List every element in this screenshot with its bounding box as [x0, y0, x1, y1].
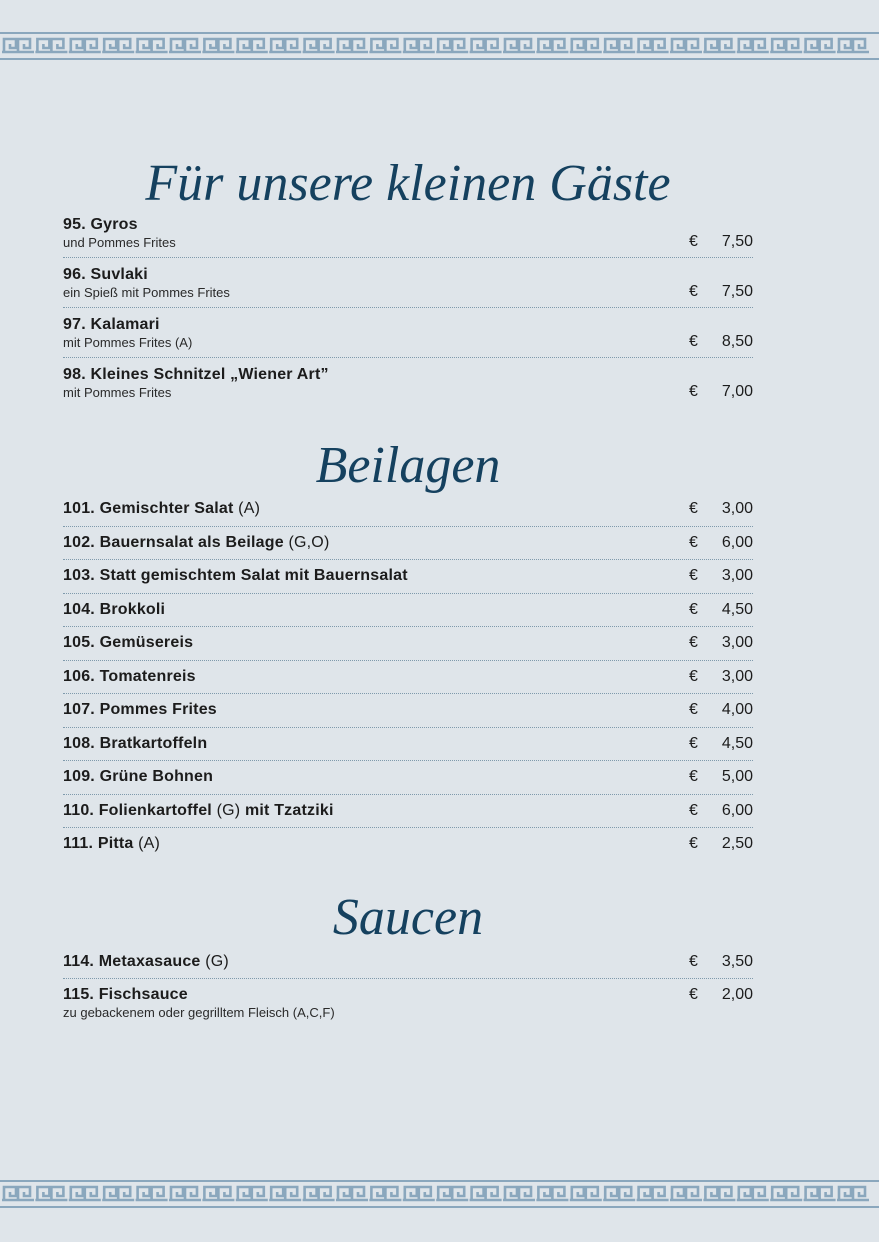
item-description: mit Pommes Frites — [63, 385, 172, 400]
currency-symbol: € — [689, 701, 698, 718]
dotted-divider — [63, 794, 753, 795]
menu-item — [63, 316, 753, 351]
menu-item — [63, 768, 753, 786]
menu-item — [63, 216, 753, 251]
price-value: 7,50 — [721, 233, 753, 250]
menu-item — [63, 634, 753, 652]
item-description: ein Spieß mit Pommes Frites — [63, 285, 230, 300]
dotted-divider — [63, 827, 753, 828]
item-price — [689, 500, 753, 518]
currency-symbol: € — [689, 534, 698, 551]
item-name: 110. Folienkartoffel — [63, 802, 212, 819]
price-value: 3,00 — [721, 500, 753, 517]
dotted-divider — [63, 978, 753, 979]
item-name: 109. Grüne Bohnen — [63, 768, 214, 785]
menu-item — [63, 567, 753, 585]
item-name: 97. Kalamari — [63, 316, 160, 333]
item-price — [689, 333, 753, 351]
dotted-divider — [63, 307, 753, 308]
dotted-divider — [63, 526, 753, 527]
currency-symbol: € — [689, 500, 698, 517]
price-value: 3,50 — [721, 953, 753, 970]
price-value: 8,50 — [721, 333, 753, 350]
item-description: und Pommes Frites — [63, 235, 176, 250]
section-title-kids: Für unsere kleinen Gäste — [145, 155, 671, 212]
currency-symbol: € — [689, 601, 698, 618]
item-price — [689, 233, 753, 251]
currency-symbol: € — [689, 383, 698, 400]
item-name-suffix: mit Tzatziki — [244, 802, 334, 819]
menu-item — [63, 500, 753, 518]
dotted-divider — [63, 257, 753, 258]
currency-symbol: € — [689, 567, 698, 584]
dotted-divider — [63, 357, 753, 358]
item-price — [689, 768, 753, 786]
item-price — [689, 601, 753, 619]
greek-key-border-top — [0, 32, 879, 60]
price-value: 7,00 — [721, 383, 753, 400]
allergen-codes: (G) — [216, 802, 241, 819]
item-name: 103. Statt gemischtem Salat mit Bauernsalat — [63, 567, 408, 584]
currency-symbol: € — [689, 768, 698, 785]
menu-item — [63, 534, 753, 552]
price-value: 4,00 — [721, 701, 753, 718]
currency-symbol: € — [689, 333, 698, 350]
dotted-divider — [63, 760, 753, 761]
item-price — [689, 701, 753, 719]
item-name: 102. Bauernsalat als Beilage — [63, 534, 284, 551]
item-price — [689, 567, 753, 585]
currency-symbol: € — [689, 735, 698, 752]
currency-symbol: € — [689, 835, 698, 852]
item-name: 114. Metaxasauce — [63, 953, 201, 970]
price-value: 5,00 — [721, 768, 753, 785]
dotted-divider — [63, 727, 753, 728]
allergen-codes: (G) — [205, 953, 229, 970]
price-value: 4,50 — [721, 735, 753, 752]
menu-item — [63, 835, 753, 853]
price-value: 6,00 — [721, 802, 753, 819]
price-value: 2,00 — [721, 986, 753, 1003]
item-name: 111. Pitta — [63, 835, 134, 852]
dotted-divider — [63, 626, 753, 627]
price-value: 3,00 — [721, 634, 753, 651]
section-title-sides: Beilagen — [315, 437, 501, 494]
item-price — [689, 634, 753, 652]
item-name: 98. Kleines Schnitzel „Wiener Art” — [63, 366, 329, 383]
price-value: 6,00 — [721, 534, 753, 551]
currency-symbol: € — [689, 802, 698, 819]
allergen-codes: (A) — [238, 500, 261, 517]
item-name: 108. Bratkartoffeln — [63, 735, 208, 752]
dotted-divider — [63, 660, 753, 661]
item-price — [689, 668, 753, 686]
dotted-divider — [63, 593, 753, 594]
item-price — [689, 986, 753, 1004]
item-name: 115. Fischsauce — [63, 986, 188, 1003]
menu-item — [63, 366, 753, 401]
item-price — [689, 802, 753, 820]
item-price — [689, 383, 753, 401]
item-name: 106. Tomatenreis — [63, 668, 196, 685]
menu-item — [63, 601, 753, 619]
item-description: mit Pommes Frites (A) — [63, 335, 193, 350]
dotted-divider — [63, 693, 753, 694]
currency-symbol: € — [689, 233, 698, 250]
price-value: 4,50 — [721, 601, 753, 618]
item-name: 107. Pommes Frites — [63, 701, 217, 718]
currency-symbol: € — [689, 953, 698, 970]
price-value: 2,50 — [721, 835, 753, 852]
currency-symbol: € — [689, 283, 698, 300]
item-price — [689, 283, 753, 301]
menu-item — [63, 668, 753, 686]
allergen-codes: (A) — [138, 835, 161, 852]
menu-item — [63, 953, 753, 971]
allergen-codes: (G,O) — [288, 534, 330, 551]
item-price — [689, 835, 753, 853]
item-name: 104. Brokkoli — [63, 601, 166, 618]
menu-item — [63, 986, 753, 1021]
item-price — [689, 534, 753, 552]
item-name: 105. Gemüsereis — [63, 634, 194, 651]
currency-symbol: € — [689, 668, 698, 685]
item-name: 96. Suvlaki — [63, 266, 148, 283]
dotted-divider — [63, 559, 753, 560]
price-value: 3,00 — [721, 668, 753, 685]
item-price — [689, 735, 753, 753]
item-description: zu gebackenem oder gegrilltem Fleisch (A,C,F) — [63, 1005, 335, 1020]
item-name: 95. Gyros — [63, 216, 138, 233]
menu-item — [63, 802, 753, 820]
price-value: 3,00 — [721, 567, 753, 584]
item-price — [689, 953, 753, 971]
price-value: 7,50 — [721, 283, 753, 300]
menu-item — [63, 266, 753, 301]
greek-key-border-bottom — [0, 1180, 879, 1208]
currency-symbol: € — [689, 986, 698, 1003]
currency-symbol: € — [689, 634, 698, 651]
menu-item — [63, 701, 753, 719]
item-name: 101. Gemischter Salat — [63, 500, 234, 517]
section-title-sauces: Saucen — [332, 889, 484, 946]
menu-item — [63, 735, 753, 753]
